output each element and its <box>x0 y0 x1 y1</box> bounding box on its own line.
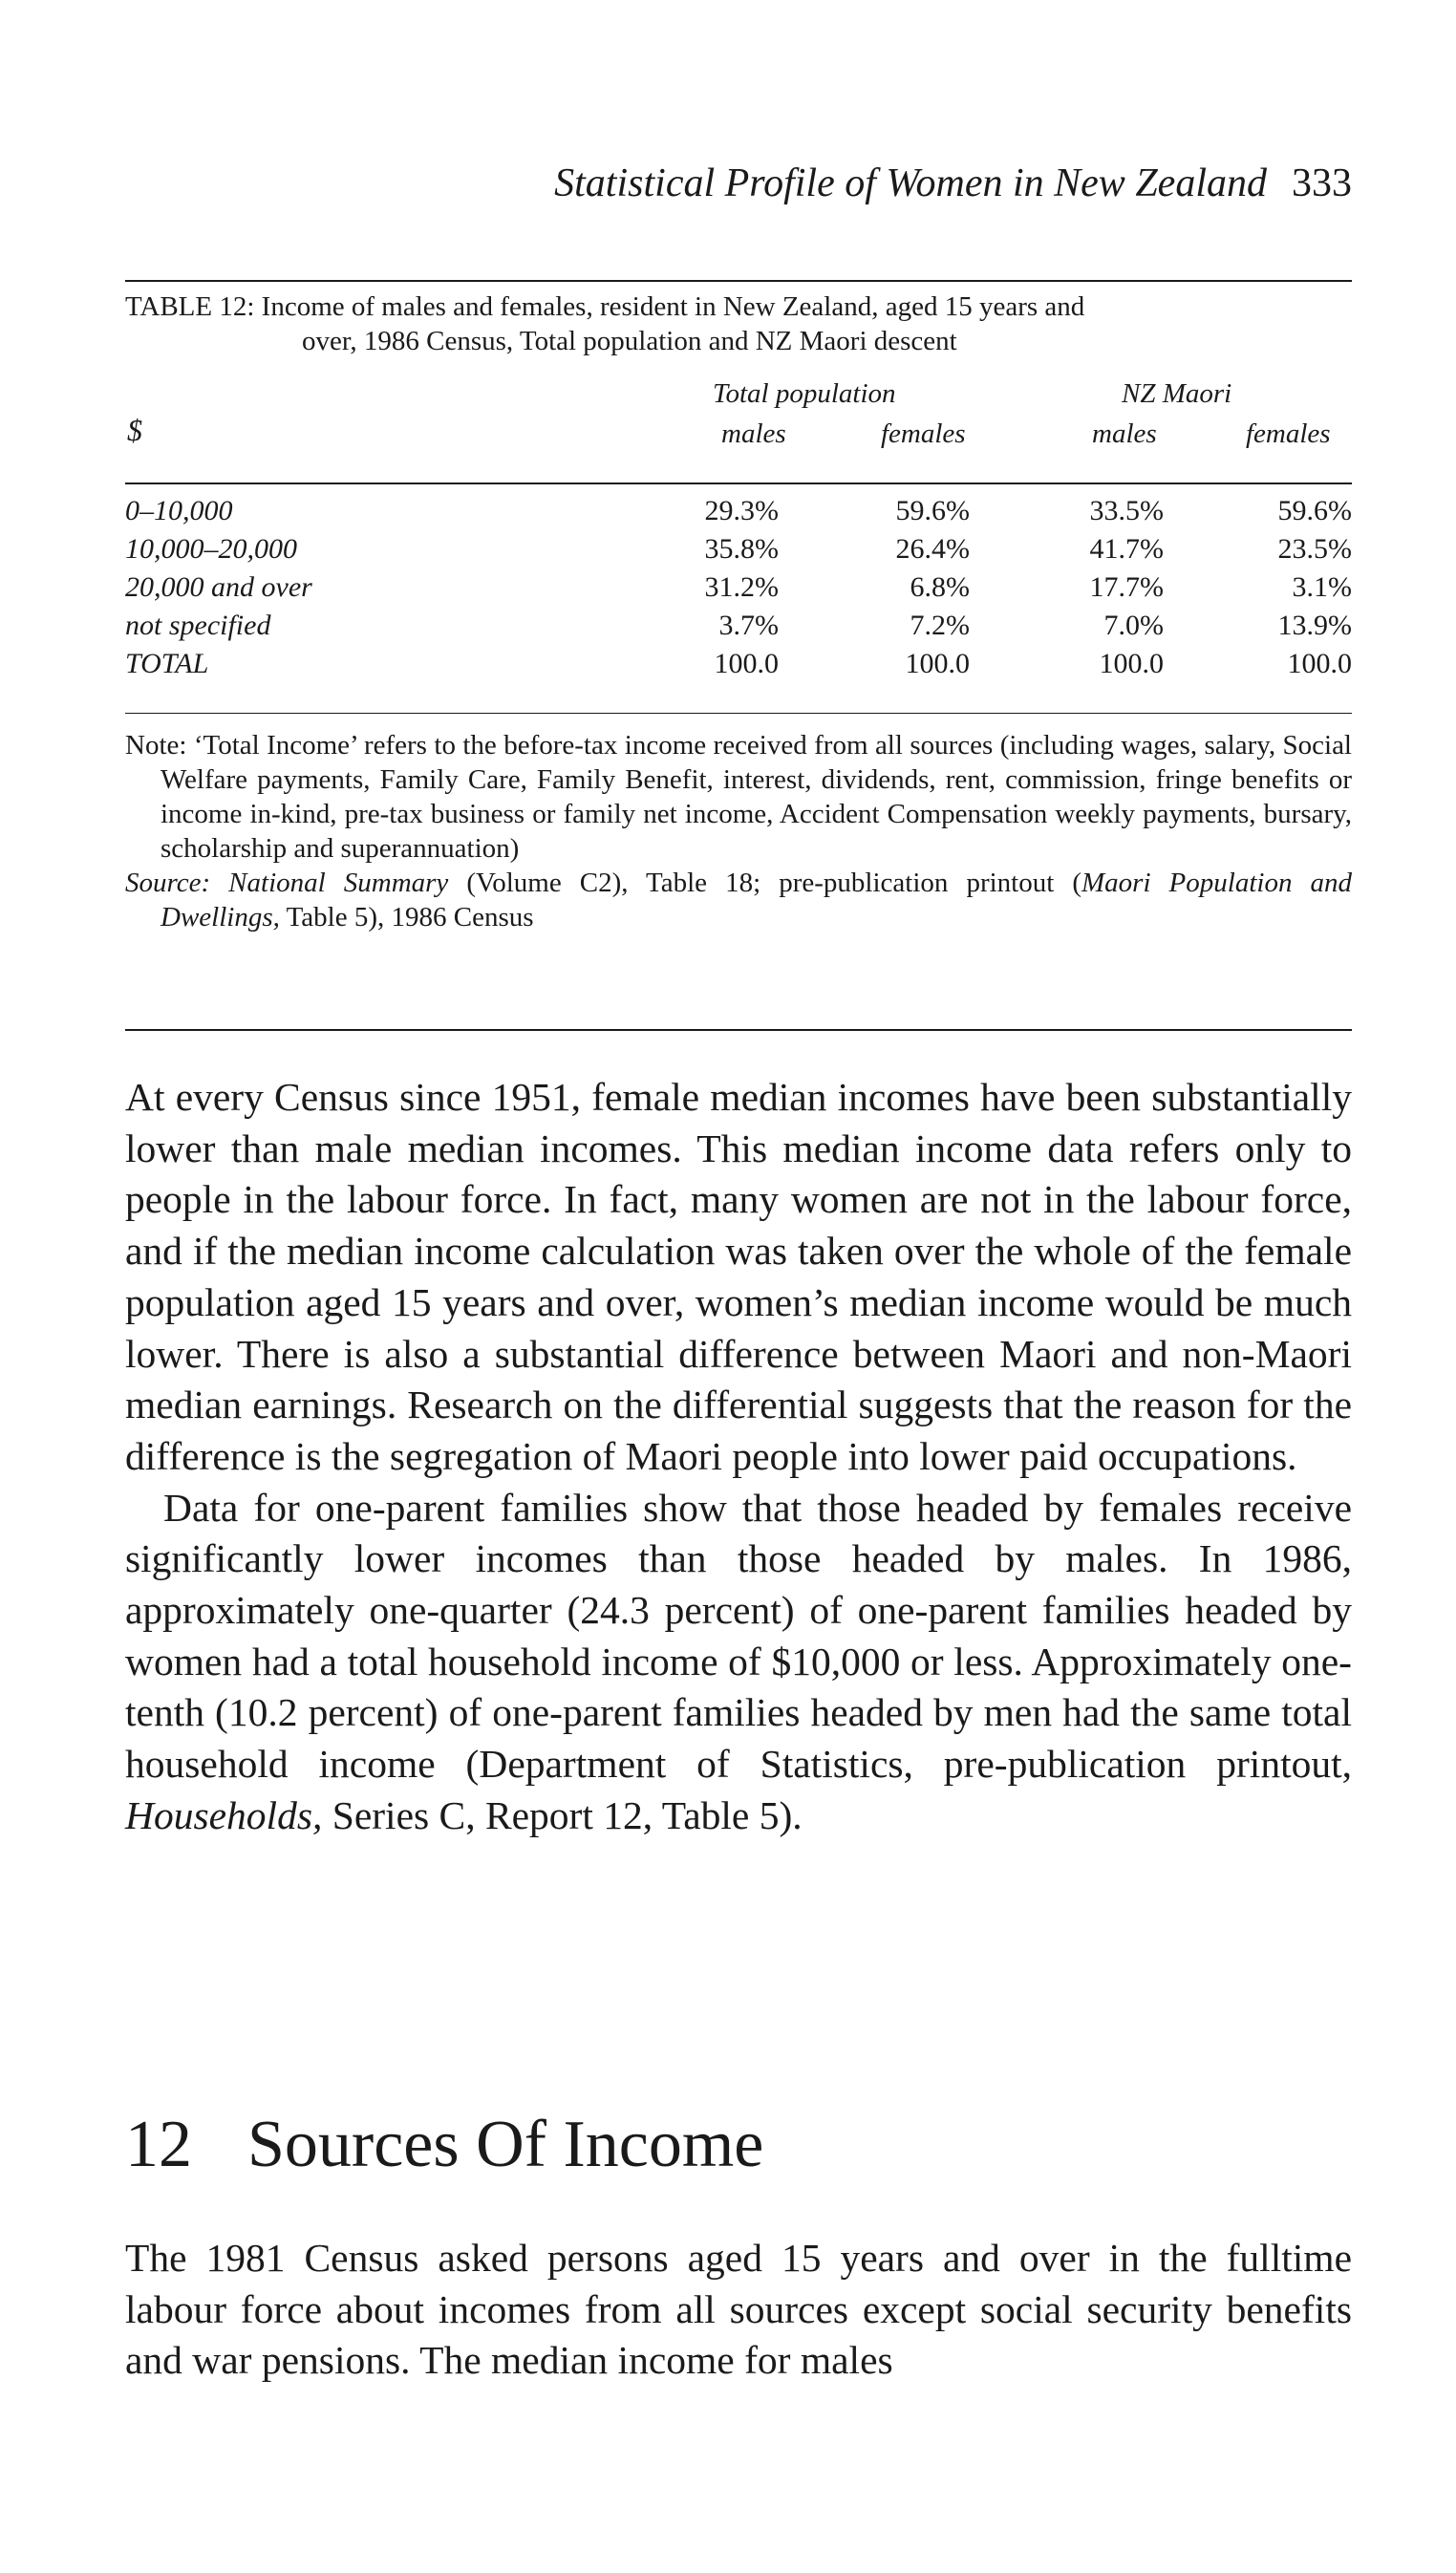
table-notes <box>125 728 1352 934</box>
running-header <box>125 161 1352 206</box>
table-top-rule <box>125 280 1352 282</box>
table-header-rule <box>125 482 1352 484</box>
table-cell: 41.7% <box>1089 533 1164 565</box>
row-header-dollar: $ <box>127 413 142 447</box>
table-row-label: TOTAL <box>125 648 209 679</box>
group-header-nz-maori: NZ Maori <box>1122 378 1232 409</box>
table-row-label: 0–10,000 <box>125 495 233 526</box>
column-header-maori-females: females <box>1246 418 1331 449</box>
table-note: Note: ‘Total Income’ refers to the before-tax income received from all sources (including wages, salary, Social Welfare payments, Family Care, Family Benefit, interest, dividends, rent, commission, fringe benefits or income in-kind, pre-tax business or family net income, Accident Compensation weekly payments, bursary, scholarship and superannuation) <box>125 730 1352 864</box>
body-section-sources <box>125 2233 1352 2387</box>
table-caption <box>125 289 1352 358</box>
table-cell: 7.0% <box>1103 610 1164 641</box>
chapter-title: Sources Of Income <box>247 2108 764 2181</box>
table-cell: 23.5% <box>1277 533 1352 565</box>
households-citation: Households, <box>125 1792 323 1837</box>
table-caption-continuation: over, 1986 Census, Total population and NZ Maori descent <box>302 326 957 356</box>
table-cell: 3.1% <box>1292 571 1352 603</box>
table-cell: 17.7% <box>1089 571 1164 603</box>
table-cell: 26.4% <box>895 533 970 565</box>
table-cell: 29.3% <box>704 495 779 526</box>
body-section-income <box>125 1072 1352 1842</box>
paragraph-one-parent-tail: Series C, Report 12, Table 5). <box>322 1792 803 1837</box>
paragraph-one-parent-families <box>125 1483 1352 1842</box>
table-cell: 100.0 <box>1287 648 1352 679</box>
paragraph-1981-census: The 1981 Census asked persons aged 15 years and over in the fulltime labour force about incomes from all sources except social security benefits and war pensions. The median income for males <box>125 2236 1352 2383</box>
table-cell: 100.0 <box>905 648 970 679</box>
table-cell: 100.0 <box>1099 648 1164 679</box>
table-bottom-rule <box>125 1029 1352 1031</box>
table-cell: 35.8% <box>704 533 779 565</box>
table-row-label: not specified <box>125 610 271 641</box>
table-cell: 13.9% <box>1277 610 1352 641</box>
paragraph-one-parent-text: Data for one-parent families show that those headed by females receive significantly lower incomes than those headed by males. In 1986, approximately one-quarter (24.3 percent) of one-parent families headed by women had a total household income of $10,000 or less. Approximately one-tenth (10.2 percent) of one-parent families headed by men had the same total household income (Department of Statistics, pre-publication printout, <box>125 1485 1352 1787</box>
table-cell: 59.6% <box>895 495 970 526</box>
chapter-number: 12 <box>125 2108 192 2181</box>
table-cell: 6.8% <box>910 571 970 603</box>
table-cell: 31.2% <box>704 571 779 603</box>
paragraph-median-incomes: At every Census since 1951, female median incomes have been substantially lower than male median incomes. This median income data refers only to people in the labour force. In fact, many women are not in the labour force, and if the median income calculation was taken over the whole of the female population aged 15 years and over, women’s median income would be much lower. There is also a substantial difference between Maori and non-Maori median earnings. Research on the differential suggests that the reason for the difference is the segregation of Maori people into lower paid occupations. <box>125 1075 1352 1478</box>
table-caption-lead: TABLE 12: Income of males and females, resident in New Zealand, aged 15 years and <box>125 291 1085 322</box>
page-number: 333 <box>1292 161 1352 205</box>
table-row-label: 10,000–20,000 <box>125 533 297 565</box>
column-header-total-males: males <box>721 418 786 449</box>
table-row-label: 20,000 and over <box>125 571 312 603</box>
table-cell: 59.6% <box>1277 495 1352 526</box>
table-cell: 7.2% <box>910 610 970 641</box>
group-header-total-population: Total population <box>713 378 896 409</box>
table-source <box>125 866 1352 934</box>
source-label: Source: National Summary <box>125 868 449 898</box>
table-body-rule <box>125 713 1352 714</box>
source-text: (Volume C2), Table 18; pre-publication printout ( <box>448 868 1081 898</box>
column-header-total-females: females <box>881 418 966 449</box>
table-cell: 3.7% <box>718 610 779 641</box>
source-publication: Maori Population and Dwellings, <box>161 868 1353 933</box>
chapter-heading <box>125 2107 763 2183</box>
source-tail: Table 5), 1986 Census <box>279 902 534 933</box>
running-title: Statistical Profile of Women in New Zealand <box>554 161 1267 205</box>
table-cell: 33.5% <box>1089 495 1164 526</box>
table-cell: 100.0 <box>714 648 779 679</box>
column-header-maori-males: males <box>1092 418 1157 449</box>
